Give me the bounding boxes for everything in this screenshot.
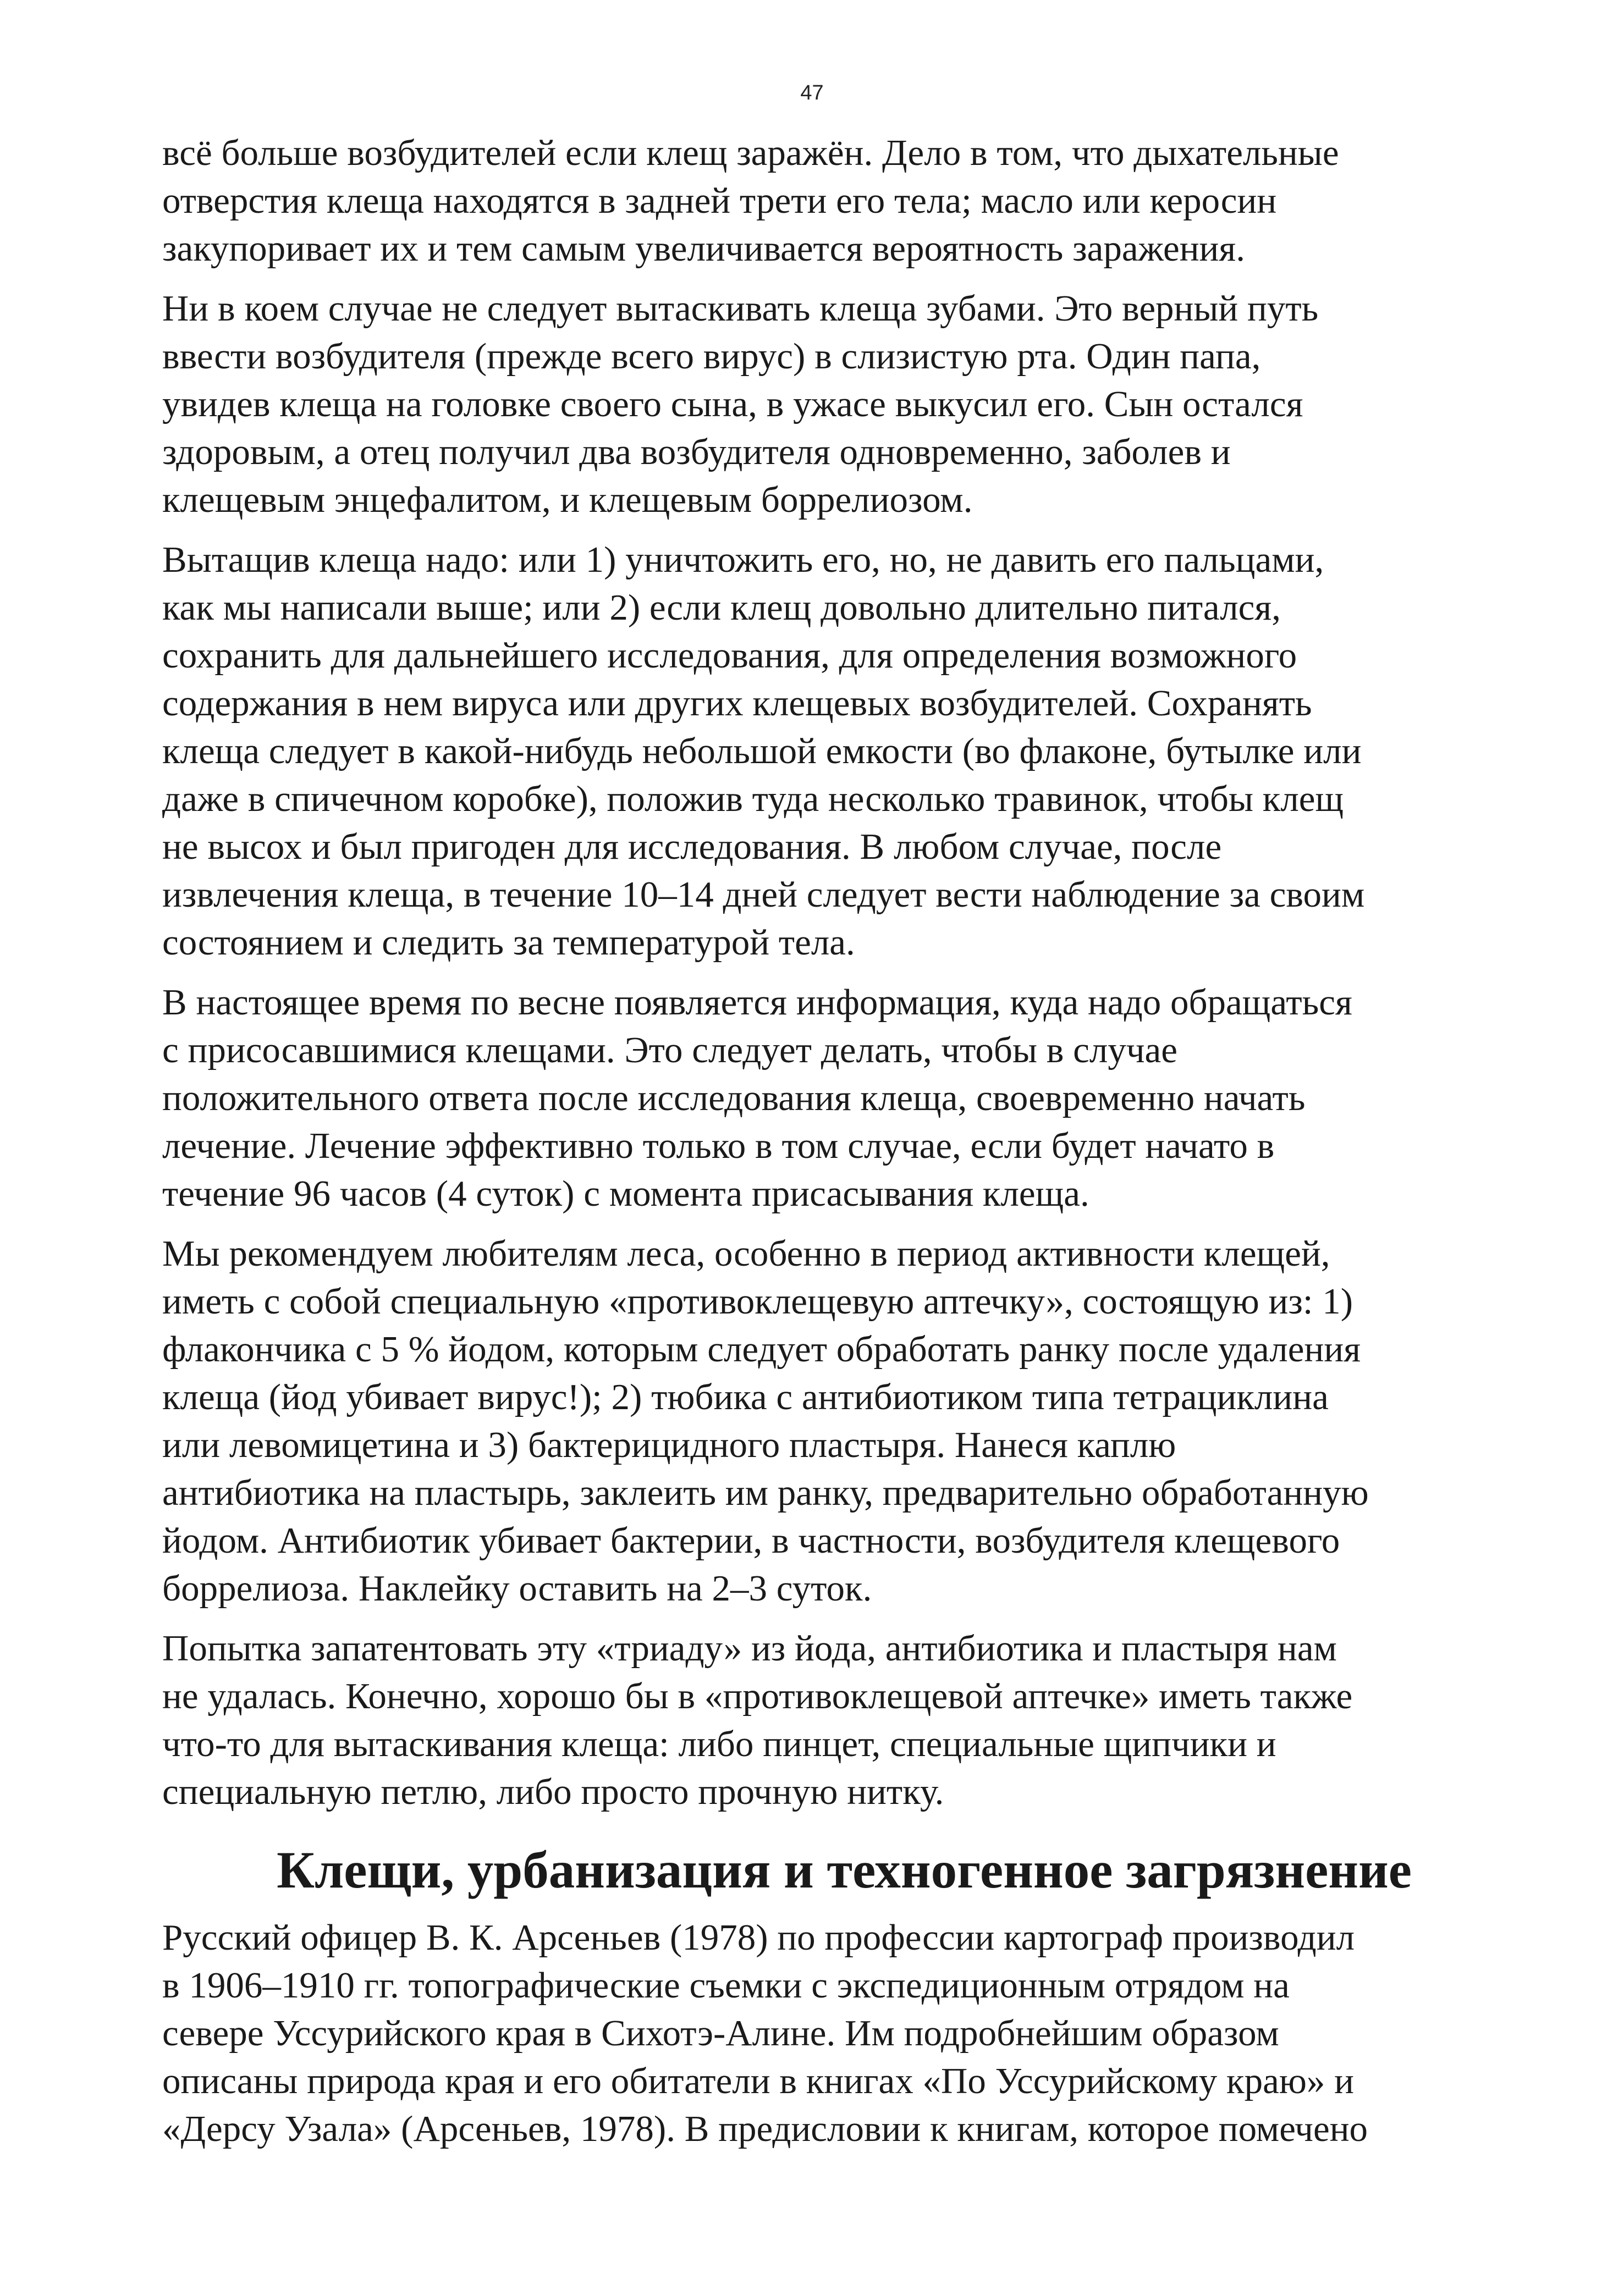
text-line: закупоривает их и тем самым увеличивается вероятность заражения. [162, 228, 1245, 269]
text-line: что-то для вытаскивания клеща: либо пинцет, специальные щипчики и [162, 1724, 1276, 1764]
text-line: лечение. Лечение эффективно только в том случае, если будет начато в [162, 1125, 1275, 1166]
paragraph [162, 285, 1526, 524]
text-line: Мы рекомендуем любителям леса, особенно в период активности клещей, [162, 1233, 1330, 1274]
text-line: клещевым энцефалитом, и клещевым боррелиозом. [162, 479, 973, 520]
text-line: клеща следует в какой-нибудь небольшой емкости (во флаконе, бутылке или [162, 731, 1362, 771]
paragraph [162, 1230, 1526, 1613]
text-line: здоровым, а отец получил два возбудителя одновременно, заболев и [162, 432, 1231, 472]
text-line: иметь с собой специальную «противоклещевую аптечку», состоящую из: 1) [162, 1281, 1353, 1322]
text-line: всё больше возбудителей если клещ заражён. Дело в том, что дыхательные [162, 133, 1339, 173]
page-number: 47 [800, 81, 824, 104]
text-line: увидев клеща на головке своего сына, в ужасе выкусил его. Сын остался [162, 384, 1303, 424]
paragraph [162, 1625, 1526, 1816]
paragraph [162, 536, 1526, 967]
text-line: или левомицетина и 3) бактерицидного пластыря. Нанеся каплю [162, 1425, 1176, 1465]
text-line: с присосавшимися клещами. Это следует делать, чтобы в случае [162, 1030, 1178, 1070]
text-line: антибиотика на пластырь, заклеить им ранку, предварительно обработанную [162, 1472, 1369, 1513]
text-line: В настоящее время по весне появляется информация, куда надо обращаться [162, 982, 1352, 1023]
text-line: не удалась. Конечно, хорошо бы в «противоклещевой аптечке» иметь также [162, 1676, 1353, 1717]
text-line: «Дерсу Узала» (Арсеньев, 1978). В предисловии к книгам, которое помечено [162, 2109, 1368, 2149]
text-line: ввести возбудителя (прежде всего вирус) в слизистую рта. Один папа, [162, 336, 1261, 377]
text-line: описаны природа края и его обитатели в книгах «По Уссурийскому краю» и [162, 2061, 1354, 2101]
text-line: йодом. Антибиотик убивает бактерии, в частности, возбудителя клещевого [162, 1520, 1340, 1561]
text-line: сохранить для дальнейшего исследования, для определения возможного [162, 635, 1297, 676]
text-line: течение 96 часов (4 суток) с момента присасывания клеща. [162, 1173, 1089, 1214]
text-line: положительного ответа после исследования клеща, своевременно начать [162, 1078, 1306, 1118]
text-line: боррелиоза. Наклейку оставить на 2–3 суток. [162, 1568, 872, 1609]
text-line: специальную петлю, либо просто прочную нитку. [162, 1771, 944, 1812]
paragraph [162, 1914, 1526, 2153]
text-line: в 1906–1910 гг. топографические съемки с экспедиционным отрядом на [162, 1965, 1290, 2006]
text-line: извлечения клеща, в течение 10–14 дней следует вести наблюдение за своим [162, 874, 1365, 915]
paragraph [162, 129, 1526, 273]
text-line: состоянием и следить за температурой тела. [162, 922, 855, 963]
text-line: даже в спичечном коробке), положив туда несколько травинок, чтобы клещ [162, 779, 1344, 819]
text-line: не высох и был пригоден для исследования. В любом случае, после [162, 826, 1222, 867]
text-line: как мы написали выше; или 2) если клещ довольно длительно питался, [162, 587, 1281, 628]
text-line: Попытка запатентовать эту «триаду» из йода, антибиотика и пластыря нам [162, 1628, 1337, 1669]
text-line: содержания в нем вируса или других клещевых возбудителей. Сохранять [162, 683, 1312, 724]
text-line: Русский офицер В. К. Арсеньев (1978) по профессии картограф производил [162, 1917, 1355, 1958]
paragraph [162, 979, 1526, 1218]
text-line: Ни в коем случае не следует вытаскивать клеща зубами. Это верный путь [162, 288, 1319, 329]
text-line: севере Уссурийского края в Сихотэ-Алине. Им подробнейшим образом [162, 2013, 1279, 2054]
text-line: отверстия клеща находятся в задней трети его тела; масло или керосин [162, 180, 1277, 221]
page-body [162, 129, 1526, 2165]
section-heading: Клещи, урбанизация и техногенное загрязнение [277, 1841, 1412, 1899]
text-line: Вытащив клеща надо: или 1) уничтожить его, но, не давить его пальцами, [162, 539, 1324, 580]
text-line: флакончика с 5 % йодом, которым следует обработать ранку после удаления [162, 1329, 1361, 1370]
text-line: клеща (йод убивает вирус!); 2) тюбика с антибиотиком типа тетрациклина [162, 1377, 1329, 1417]
